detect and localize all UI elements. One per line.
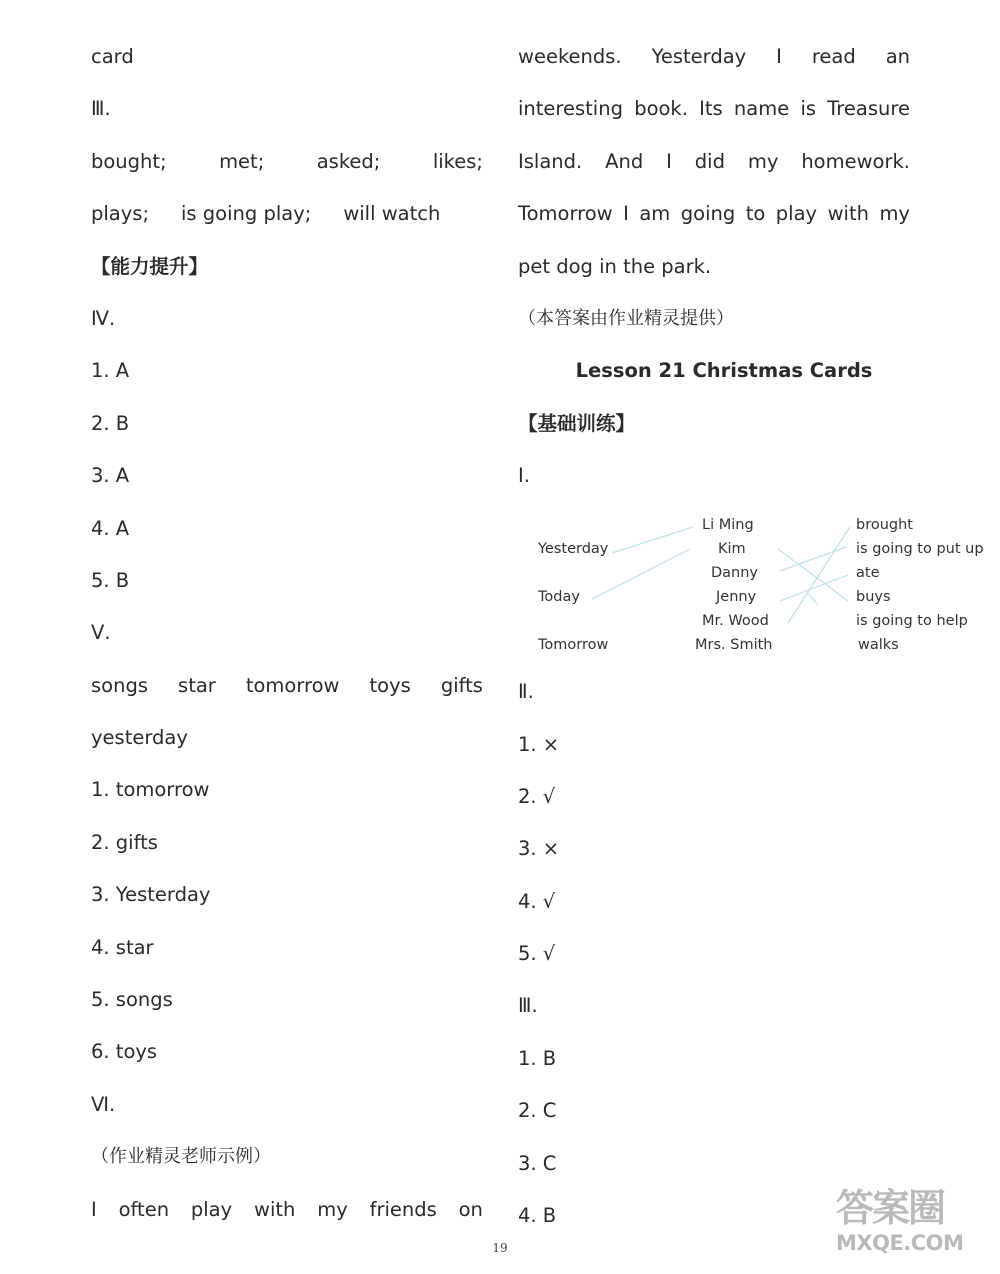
- word: often: [118, 1197, 170, 1221]
- answer-line: [91, 191, 483, 243]
- word: an: [885, 45, 910, 68]
- word: my: [747, 149, 779, 173]
- section-heading: Ⅳ.: [91, 306, 116, 330]
- word: Tomorrow: [518, 202, 613, 226]
- word: I: [91, 1197, 97, 1221]
- word: book.: [634, 97, 688, 121]
- word: Treasure: [827, 97, 910, 121]
- word: toys: [369, 673, 411, 697]
- word: going: [680, 202, 736, 226]
- verb-label: brought: [856, 517, 913, 534]
- word: homework.: [801, 149, 910, 173]
- answer-line: pet dog in the park.: [518, 254, 712, 278]
- watermark-logo: [836, 1186, 986, 1266]
- answer-line: 4. B: [518, 1204, 557, 1228]
- word: will watch: [343, 202, 441, 226]
- word: play: [775, 202, 818, 226]
- note-line: （作业精灵老师示例）: [91, 1146, 271, 1168]
- word: with: [827, 202, 869, 226]
- section-heading: Ⅵ.: [91, 1092, 116, 1116]
- word: friends: [369, 1197, 437, 1221]
- name-label: Jenny: [716, 589, 757, 606]
- answer-line: 4. √: [518, 889, 556, 913]
- word: Yesterday: [651, 45, 747, 68]
- word: asked;: [316, 149, 381, 173]
- note-line: （本答案由作业精灵提供）: [518, 307, 734, 329]
- answer-line: 1. ×: [518, 732, 560, 756]
- answer-line: 4. A: [91, 516, 130, 540]
- word: is going play;: [181, 202, 312, 226]
- answer-line: [91, 139, 483, 191]
- answer-line: 1. tomorrow: [91, 778, 210, 802]
- answer-line: 3. ×: [518, 837, 560, 861]
- left-column: [91, 34, 483, 1239]
- name-label: Li Ming: [702, 517, 754, 534]
- word: met;: [219, 149, 265, 173]
- word: I: [776, 45, 782, 68]
- name-label: Kim: [718, 541, 746, 558]
- page-number: 19: [492, 1241, 508, 1255]
- answer-line: 6. toys: [91, 1040, 158, 1064]
- word: am: [639, 202, 671, 226]
- matching-diagram: [518, 505, 984, 669]
- verb-label: is going to put up: [856, 541, 984, 558]
- word: bought;: [91, 149, 167, 173]
- section-heading: Ⅰ.: [518, 464, 530, 488]
- answer-line: 5. √: [518, 942, 556, 966]
- answer-line: 2. √: [518, 784, 556, 808]
- word: Island.: [518, 149, 583, 173]
- word: likes;: [432, 149, 483, 173]
- word: I: [623, 202, 629, 226]
- section-title: 【基础训练】: [518, 411, 636, 435]
- lesson-title: Lesson 21 Christmas Cards: [575, 359, 873, 383]
- word: weekends.: [518, 45, 622, 68]
- verb-label: is going to help: [856, 613, 968, 630]
- answer-line: 2. gifts: [91, 830, 158, 854]
- section-heading: Ⅴ.: [91, 621, 111, 645]
- section-heading: Ⅲ.: [518, 994, 538, 1018]
- word: with: [254, 1197, 296, 1221]
- answer-line: [518, 86, 910, 138]
- verb-label: buys: [856, 589, 891, 606]
- answer-line: 5. B: [91, 568, 130, 592]
- word: did: [694, 149, 725, 173]
- word: And: [605, 149, 644, 173]
- answer-line: 3. C: [518, 1151, 557, 1175]
- word: tomorrow: [245, 673, 340, 697]
- word: songs: [91, 673, 148, 697]
- word: interesting: [518, 97, 623, 121]
- section-title: 【能力提升】: [91, 254, 209, 278]
- answer-line: [91, 1187, 483, 1239]
- answer-line: 1. A: [91, 359, 130, 383]
- section-heading: Ⅱ.: [518, 680, 534, 704]
- word: my: [879, 202, 910, 226]
- word: Its: [699, 97, 723, 121]
- time-label: Today: [538, 589, 580, 606]
- answer-line: 1. B: [518, 1046, 557, 1070]
- answer-line: [518, 34, 910, 86]
- time-label: Tomorrow: [538, 637, 609, 654]
- word: plays;: [91, 202, 150, 226]
- word: name: [733, 97, 790, 121]
- answer-line: 4. star: [91, 935, 154, 959]
- name-label: Mr. Wood: [702, 613, 769, 630]
- word: gifts: [440, 673, 483, 697]
- verb-label: ate: [856, 565, 880, 582]
- name-label: Danny: [711, 565, 759, 582]
- name-label: Mrs. Smith: [695, 637, 773, 654]
- answer-line: 3. A: [91, 464, 130, 488]
- word: is: [800, 97, 817, 121]
- answer-line: 2. B: [91, 411, 130, 435]
- word-bank: yesterday: [91, 726, 188, 750]
- word: I: [666, 149, 672, 173]
- word-bank: [91, 663, 483, 715]
- verb-label: walks: [858, 637, 899, 654]
- word: star: [178, 673, 216, 697]
- word: my: [317, 1197, 348, 1221]
- answer-line: [518, 191, 910, 243]
- word: to: [745, 202, 766, 226]
- answer-line: card: [91, 45, 134, 68]
- word: on: [458, 1197, 483, 1221]
- word: read: [811, 45, 856, 68]
- word: play: [190, 1197, 233, 1221]
- time-label: Yesterday: [538, 541, 609, 558]
- watermark-url: MXQE.COM: [836, 1231, 964, 1255]
- answer-line: 5. songs: [91, 988, 173, 1012]
- watermark-text: 答案圈: [836, 1186, 945, 1230]
- answer-line: [518, 139, 910, 191]
- answer-line: 2. C: [518, 1099, 557, 1123]
- answer-line: 3. Yesterday: [91, 883, 211, 907]
- section-heading: Ⅲ.: [91, 97, 111, 121]
